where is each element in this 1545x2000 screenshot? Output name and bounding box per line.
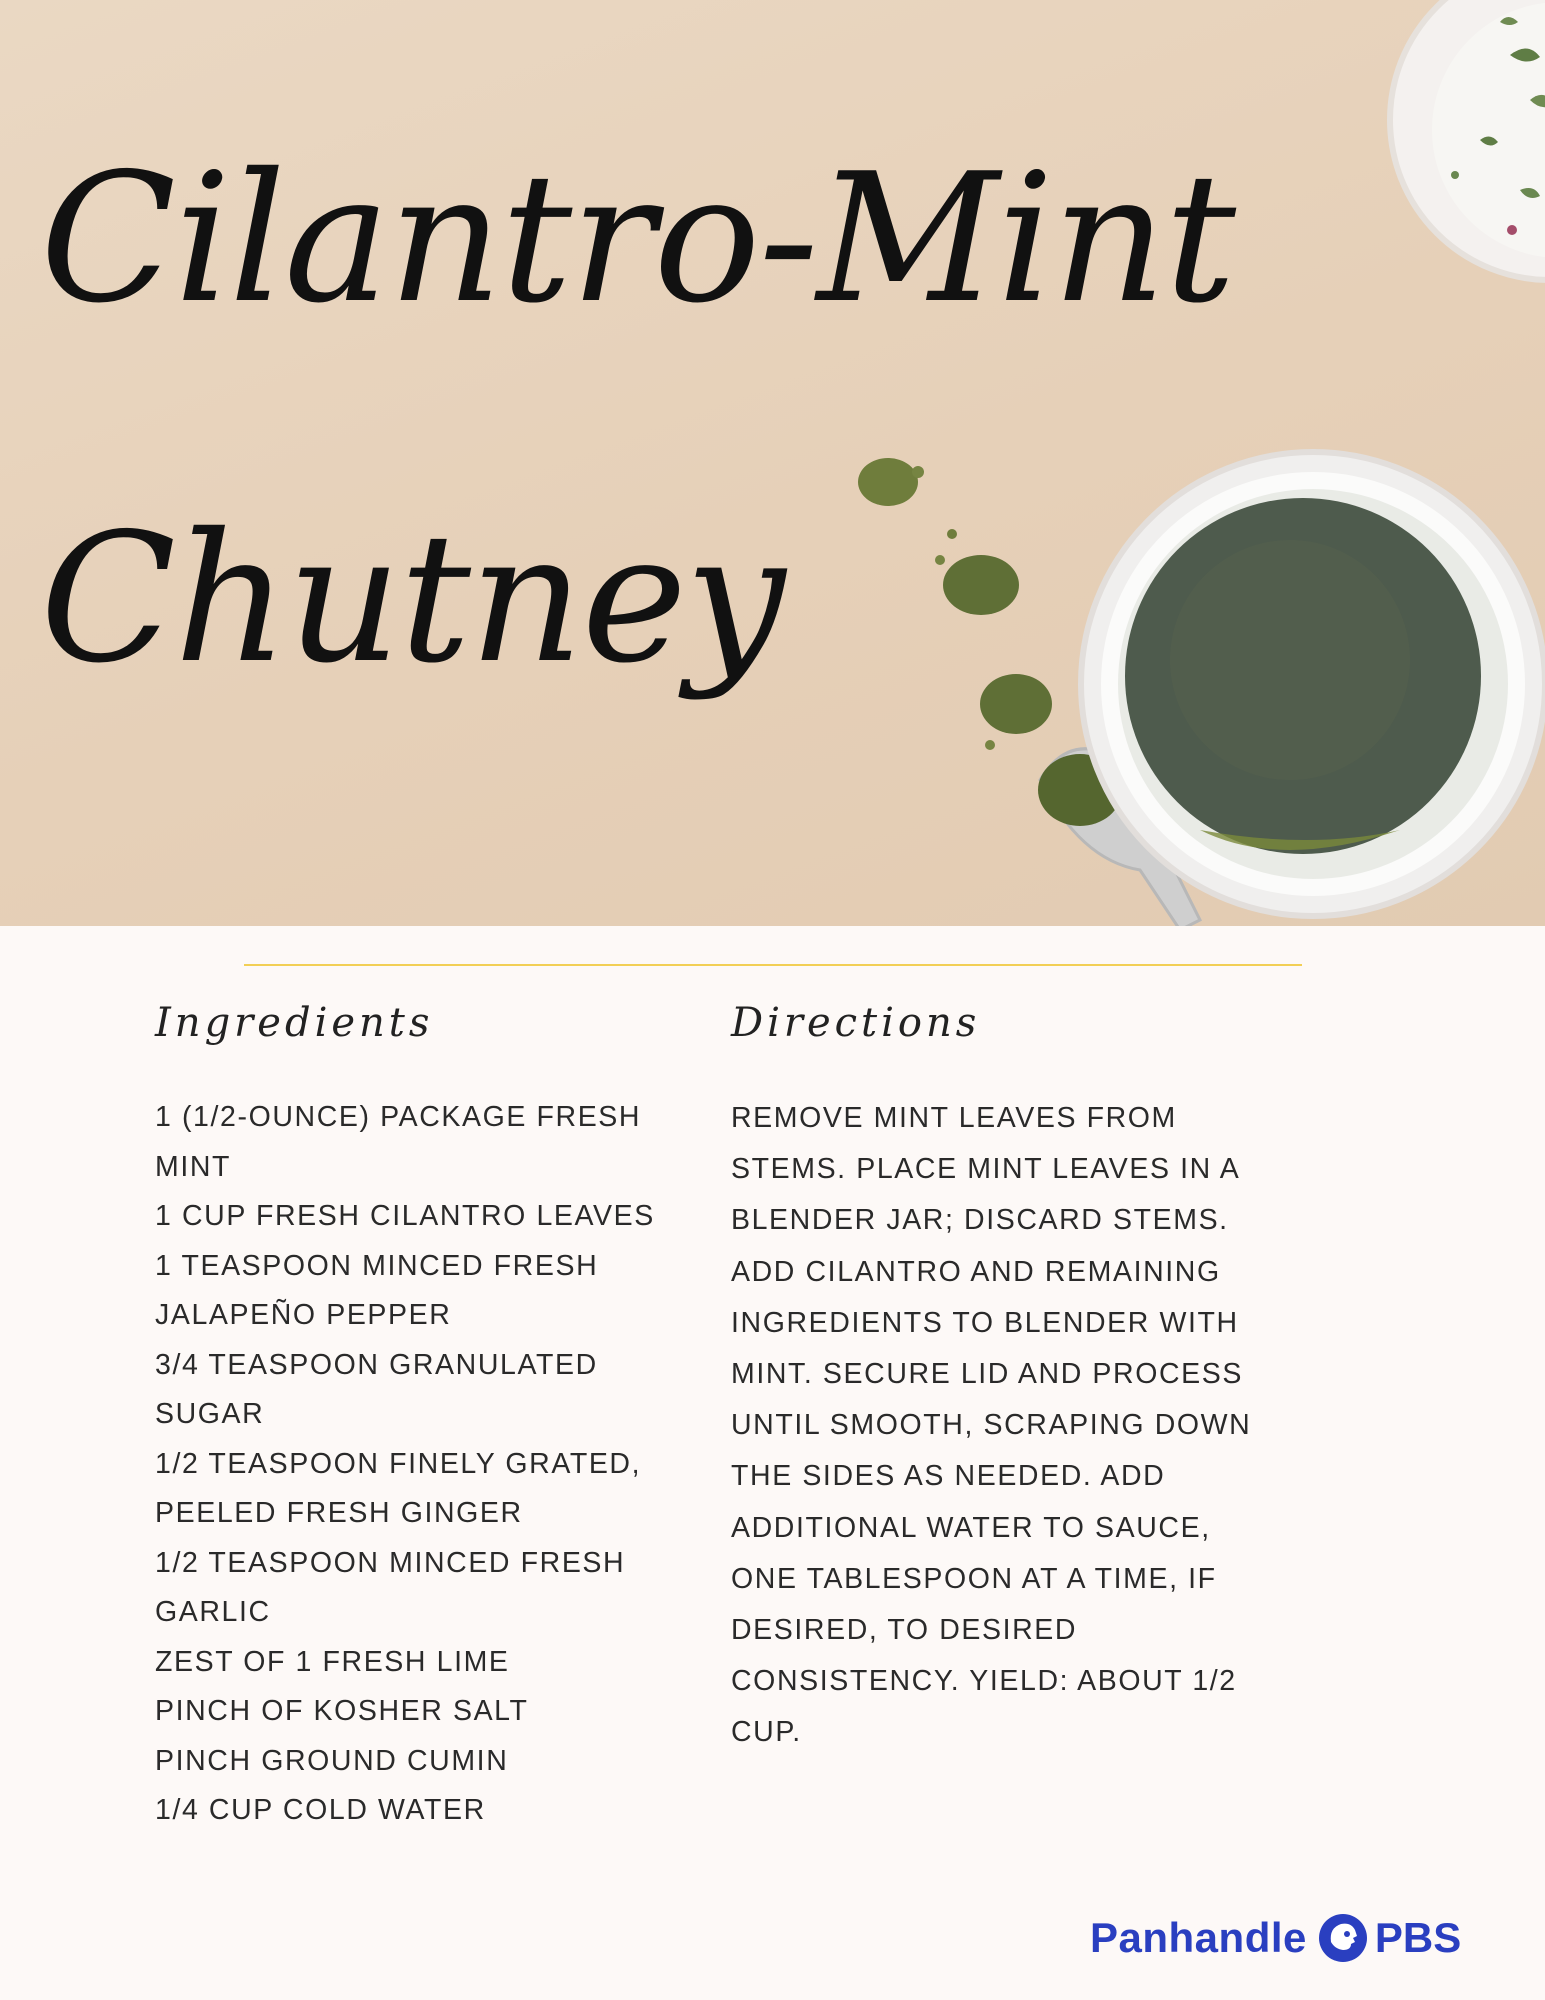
hero-photo: [0, 0, 1545, 926]
logo-text: Panhandle: [1090, 1914, 1307, 1961]
raita-bowl: [1390, 0, 1545, 280]
ingredient-item: ZEST OF 1 FRESH LIME: [155, 1645, 510, 1678]
divider-rule: [244, 964, 1302, 966]
ingredient-item: 1/2 TEASPOON FINELY GRATED, PEELED FRESH GINGER: [155, 1447, 642, 1529]
ingredient-item: 1 TEASPOON MINCED FRESH JALAPEÑO PEPPER: [155, 1249, 599, 1331]
pbs-head-icon: [1317, 1912, 1369, 1964]
directions-text: REMOVE MINT LEAVES FROM STEMS. PLACE MINT LEAVES IN A BLENDER JAR; DISCARD STEMS. ADD CILANTRO AND REMAINING INGREDIENTS TO BLENDER WITH MINT. SECURE LID AND PROCESS UNTIL SMOOTH, SCRAPING DOWN THE SIDES AS NEEDED. ADD ADDITIONAL WATER TO SAUCE, ONE TABLESPOON AT A TIME, IF DESIRED, TO DESIRED CONSISTENCY. YIELD: ABOUT 1/2 CUP.: [731, 1102, 1252, 1749]
ingredient-item: 1 CUP FRESH CILANTRO LEAVES: [155, 1200, 655, 1232]
ingredient-item: 1/4 CUP COLD WATER: [155, 1794, 486, 1826]
panhandle-pbs-logo[interactable]: [1090, 1908, 1461, 1968]
ingredient-item: 3/4 TEASPOON GRANULATED SUGAR: [155, 1348, 598, 1430]
logo-pbs-text: PBS: [1374, 1914, 1462, 1961]
title-line-1: Cilantro-Mint: [40, 135, 1235, 342]
chutney-bowl: [1081, 452, 1545, 916]
chutney-splatters: [858, 458, 1052, 750]
ingredient-item: 1/2 TEASPOON MINCED FRESH GARLIC: [155, 1546, 626, 1628]
ingredients-list: [155, 1093, 695, 1836]
ingredient-item: 1 (1/2-OUNCE) PACKAGE FRESH MINT: [155, 1101, 642, 1183]
directions-heading: Directions: [731, 1000, 981, 1046]
title-line-2: Chutney: [40, 495, 784, 702]
ingredient-item: PINCH OF KOSHER SALT: [155, 1695, 529, 1727]
ingredient-item: PINCH GROUND CUMIN: [155, 1744, 509, 1777]
ingredients-heading: Ingredients: [155, 1000, 434, 1046]
